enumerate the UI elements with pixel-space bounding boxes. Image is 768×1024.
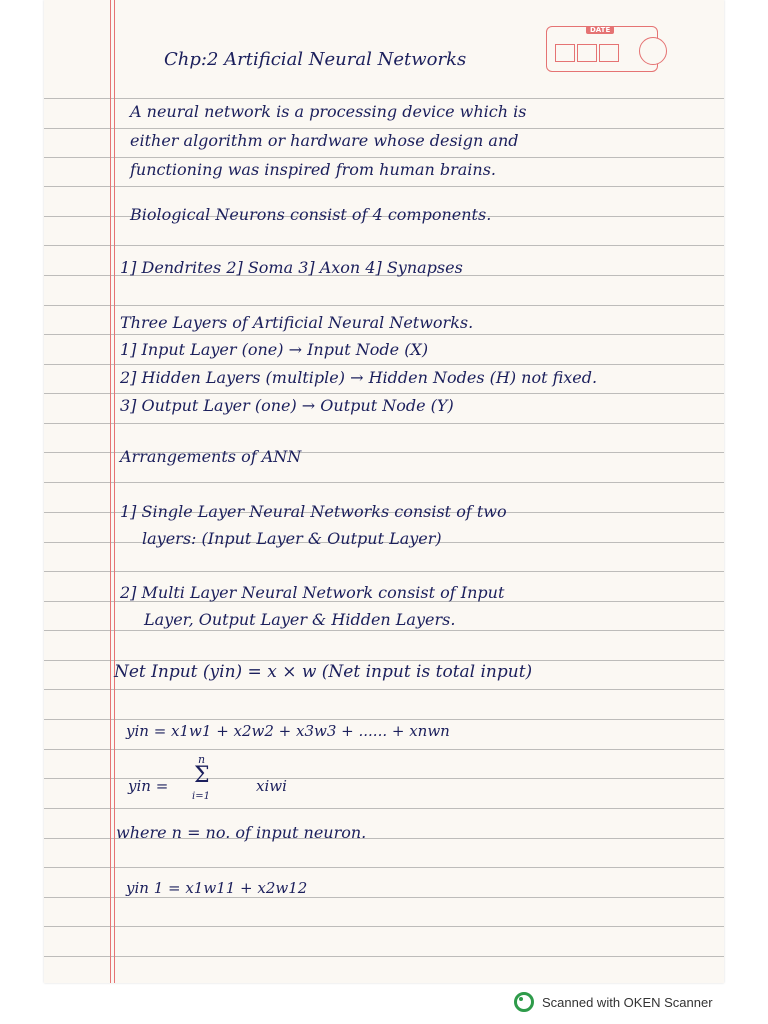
layer-item: 2] Hidden Layers (multiple) → Hidden Nodes (H) not fixed. <box>120 368 598 387</box>
scanner-watermark <box>514 992 713 1012</box>
ruled-line <box>44 305 724 306</box>
formula-sum-upper: n <box>198 753 206 766</box>
margin-line <box>110 0 111 983</box>
ruled-line <box>44 926 724 927</box>
page-number-circle <box>639 37 667 65</box>
multi-layer-line: 2] Multi Layer Neural Network consist of Input <box>120 583 505 602</box>
ruled-line <box>44 571 724 572</box>
scanner-text: Scanned with OKEN Scanner <box>542 994 713 1010</box>
ruled-line <box>44 630 724 631</box>
oken-logo-icon <box>514 992 534 1012</box>
page-title: Chp:2 Artificial Neural Networks <box>164 49 467 70</box>
layer-item: 3] Output Layer (one) → Output Node (Y) <box>120 396 454 415</box>
layers-heading: Three Layers of Artificial Neural Networks. <box>120 313 474 332</box>
layer-item: 1] Input Layer (one) → Input Node (X) <box>120 340 429 359</box>
intro-line: A neural network is a processing device which is <box>130 102 527 121</box>
ruled-line <box>44 393 724 394</box>
multi-layer-line: Layer, Output Layer & Hidden Layers. <box>144 610 456 629</box>
ruled-line <box>44 719 724 720</box>
ruled-line <box>44 186 724 187</box>
date-cell <box>577 44 597 62</box>
formula-expanded: yin = x1w1 + x2w2 + x3w3 + ...... + xnwn <box>126 722 450 740</box>
intro-line: functioning was inspired from human brains. <box>130 160 497 179</box>
ruled-line <box>44 808 724 809</box>
ruled-line <box>44 689 724 690</box>
ruled-line <box>44 98 724 99</box>
date-cell <box>555 44 575 62</box>
ruled-line <box>44 423 724 424</box>
net-input-definition: Net Input (yin) = x × w (Net input is total input) <box>114 662 533 682</box>
arrangements-heading: Arrangements of ANN <box>120 447 302 466</box>
formula-yin1: yin 1 = x1w11 + x2w12 <box>126 879 308 897</box>
formula-sum-rhs: xiwi <box>256 777 287 795</box>
date-cell <box>599 44 619 62</box>
intro-line: either algorithm or hardware whose design and <box>130 131 519 150</box>
ruled-line <box>44 364 724 365</box>
margin-line <box>114 0 115 983</box>
single-layer-line: layers: (Input Layer & Output Layer) <box>142 529 442 548</box>
ruled-line <box>44 128 724 129</box>
sigma-symbol: Σ <box>194 763 210 788</box>
ruled-line <box>44 660 724 661</box>
ruled-line <box>44 157 724 158</box>
ruled-line <box>44 867 724 868</box>
ruled-line <box>44 482 724 483</box>
biological-neurons-heading: Biological Neurons consist of 4 components. <box>130 205 492 224</box>
date-box <box>546 26 658 72</box>
neuron-components: 1] Dendrites 2] Soma 3] Axon 4] Synapses <box>120 258 463 277</box>
where-line: where n = no. of input neuron. <box>116 823 367 842</box>
single-layer-line: 1] Single Layer Neural Networks consist of two <box>120 502 507 521</box>
formula-sum-lower: i=1 <box>192 791 210 802</box>
formula-sum-lhs: yin = <box>128 777 169 795</box>
ruled-line <box>44 897 724 898</box>
notebook-page <box>44 0 724 983</box>
ruled-line <box>44 956 724 957</box>
ruled-line <box>44 245 724 246</box>
ruled-line <box>44 334 724 335</box>
ruled-line <box>44 749 724 750</box>
date-label: DATE <box>586 26 614 34</box>
